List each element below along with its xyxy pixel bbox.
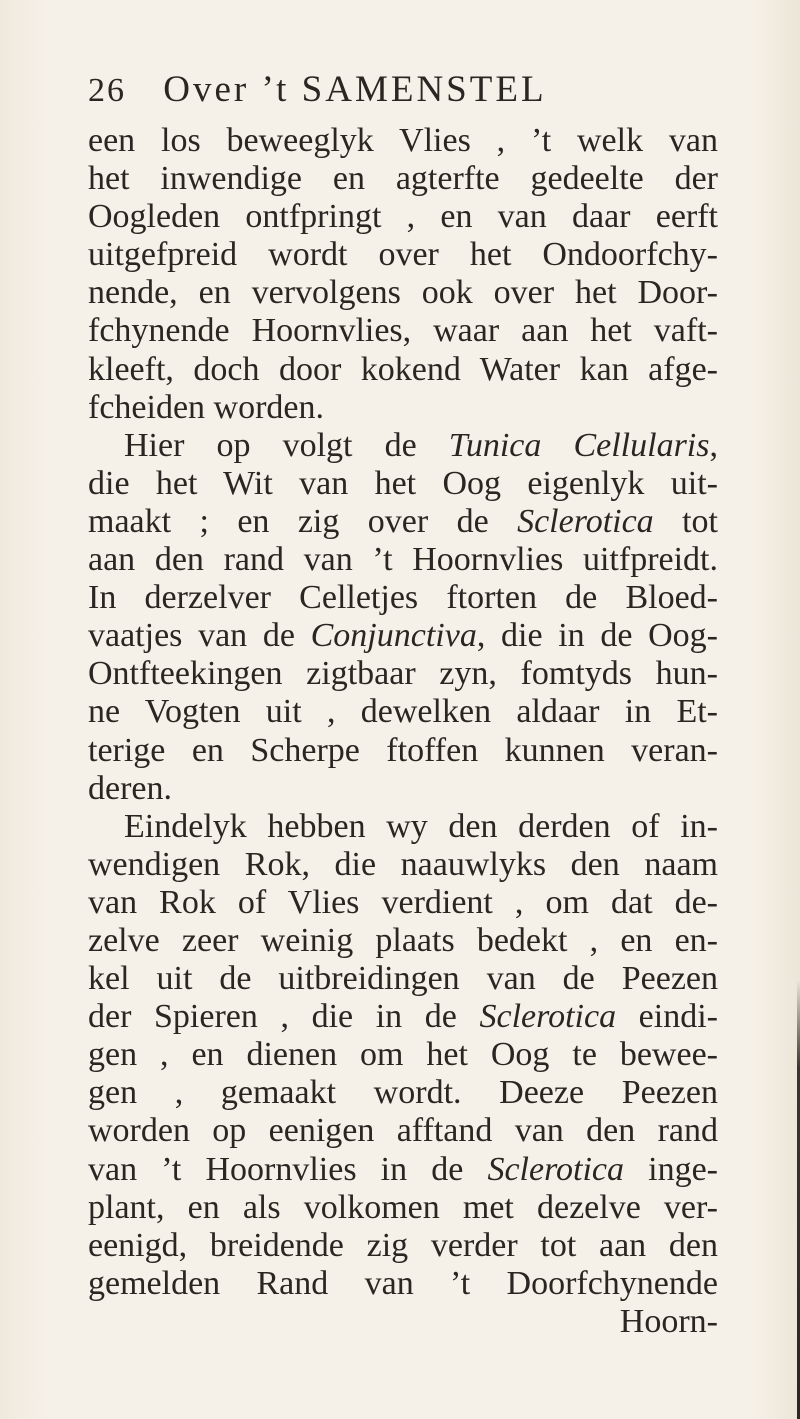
text-line: Ontfteekingen zigtbaar zyn, fomtyds hun-	[88, 655, 718, 693]
text-run: van ’t Hoornvlies in de	[88, 1150, 488, 1188]
text-line: die het Wit van het Oog eigenlyk uit-	[88, 464, 718, 502]
text-line: eenigd, breidende zig verder tot aan den	[88, 1226, 718, 1264]
text-line: een los beweeglyk Vlies , ’t welk van	[88, 122, 718, 159]
latin-term: Sclerotica	[487, 1150, 625, 1188]
page-number: 26	[88, 72, 126, 109]
text-run: inge-	[624, 1150, 719, 1188]
text-line: kleeft, doch door kokend Water kan afge-	[88, 350, 718, 388]
text-run: , die in de Oog-	[476, 617, 719, 655]
running-title: Over ’t SAMENSTEL	[163, 69, 547, 110]
text-line: gemelden Rand van ’t Doorfchynende	[88, 1264, 718, 1302]
text-line	[88, 1151, 718, 1189]
text-line: deren.	[88, 769, 173, 807]
text-line: worden op eenigen afftand van den rand	[88, 1112, 718, 1150]
text-line: terige en Scherpe ftoffen kunnen veran-	[88, 731, 718, 769]
text-line: fchynende Hoornvlies, waar aan het vaft-	[88, 312, 718, 350]
latin-term: Sclerotica	[479, 998, 617, 1036]
text-line: van Rok of Vlies verdient , om dat de-	[88, 883, 718, 921]
text-run: tot	[653, 502, 718, 540]
latin-term: Conjunctiva	[310, 617, 477, 655]
text-line: uitgefpreid wordt over het Ondoorfchy-	[88, 236, 718, 274]
body-text	[88, 122, 718, 1341]
text-line	[88, 427, 718, 465]
text-line	[88, 617, 718, 655]
text-line: wendigen Rok, die naauwlyks den naam	[88, 845, 718, 883]
text-line: gen , en dienen om het Oog te bewee-	[88, 1036, 718, 1074]
text-run: der Spieren , die in de	[88, 998, 480, 1036]
text-line	[88, 503, 718, 541]
text-line: ne Vogten uit , dewelken aldaar in Et-	[88, 693, 718, 731]
text-line: fcheiden worden.	[88, 388, 325, 426]
text-line: het inwendige en agterfte gedeelte der	[88, 160, 718, 198]
text-line: kel uit de uitbreidingen van de Peezen	[88, 960, 718, 998]
text-line: aan den rand van ’t Hoornvlies uitfpreidt.	[88, 541, 718, 579]
latin-term: Tunica Cellularis	[448, 426, 710, 464]
text-line: Eindelyk hebben wy den derden of in-	[124, 807, 718, 845]
text-line	[88, 998, 718, 1036]
text-run: eindi-	[616, 998, 718, 1036]
text-line: plant, en als volkomen met dezelve ver-	[88, 1188, 718, 1226]
text-line: gen , gemaakt wordt. Deeze Peezen	[88, 1074, 718, 1112]
text-line: Oogleden ontfpringt , en van daar eerft	[88, 198, 718, 236]
text-run: Hier op volgt de	[124, 426, 449, 464]
catchword: Hoorn-	[619, 1302, 718, 1340]
text-run: vaatjes van de	[88, 617, 311, 655]
text-line: zelve zeer weinig plaats bedekt , en en-	[88, 921, 718, 959]
text-line: nende, en vervolgens ook over het Door-	[88, 274, 718, 312]
text-run: ,	[709, 426, 718, 464]
text-run: maakt ; en zig over de	[88, 502, 518, 540]
text-line: In derzelver Celletjes ftorten de Bloed-	[88, 579, 718, 617]
latin-term: Sclerotica	[517, 502, 654, 540]
page-header	[88, 68, 728, 118]
